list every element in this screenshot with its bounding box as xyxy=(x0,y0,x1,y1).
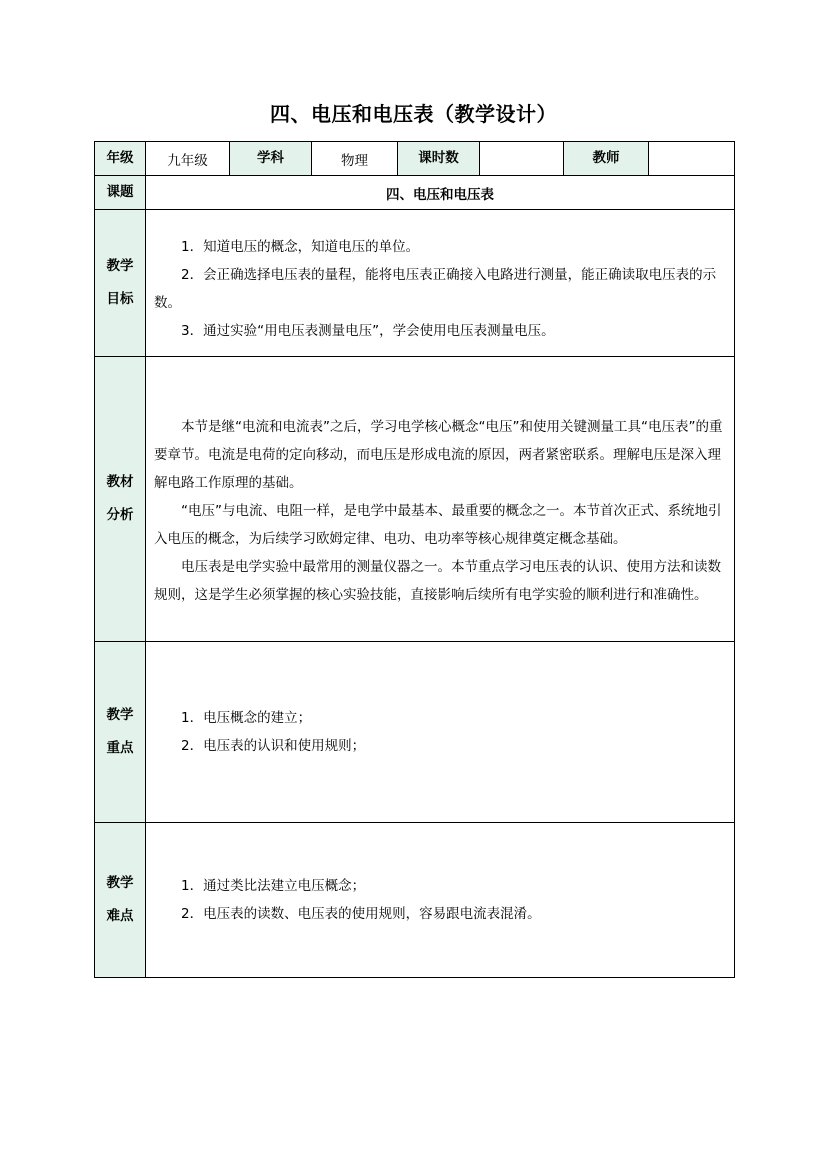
difficulty-item: 1．通过类比法建立电压概念； xyxy=(181,878,366,894)
teacher-label: 教师 xyxy=(564,142,649,176)
difficulties-label-line2: 难点 xyxy=(106,908,134,924)
key-point-item: 1．电压概念的建立； xyxy=(181,710,312,726)
key-points-label-line1: 教学 xyxy=(106,707,134,723)
analysis-label xyxy=(95,357,146,642)
objectives-content xyxy=(146,210,735,357)
key-points-label xyxy=(95,642,146,823)
objective-item: 3．通过实验“用电压表测量电压”，学会使用电压表测量电压。 xyxy=(181,322,555,339)
key-points-content xyxy=(146,642,735,823)
difficulties-content xyxy=(146,823,735,978)
subject-value: 物理 xyxy=(312,142,398,176)
objective-item: 2．会正确选择电压表的量程，能将电压表正确接入电路进行测量，能正确读取电压表的示数。 xyxy=(154,266,717,311)
hours-value xyxy=(480,142,564,176)
lesson-plan-table xyxy=(94,141,735,978)
topic-row xyxy=(95,176,735,210)
difficulties-label xyxy=(95,823,146,978)
teacher-value xyxy=(649,142,735,176)
objective-item: 1．知道电压的概念，知道电压的单位。 xyxy=(181,238,420,255)
analysis-label-line1: 教材 xyxy=(106,474,134,490)
analysis-paragraph: “电压”与电流、电阻一样，是电学中最基本、最重要的概念之一。本节首次正式、系统地引入电压的概念，为后续学习欧姆定律、电功、电功率等核心规律奠定概念基础。 xyxy=(154,502,722,547)
difficulties-row xyxy=(95,823,735,978)
grade-label: 年级 xyxy=(95,142,146,176)
key-point-item: 2．电压表的认识和使用规则； xyxy=(181,738,366,754)
key-points-row xyxy=(95,642,735,823)
analysis-paragraph: 本节是继“电流和电流表”之后，学习电学核心概念“电压”和使用关键测量工具“电压表”的重要章节。电流是电荷的定向移动，而电压是形成电流的原因，两者紧密联系。理解电压是深入理解电路工作原理的基础。 xyxy=(154,418,723,491)
objectives-label-line1: 教学 xyxy=(106,258,134,274)
difficulty-item: 2．电压表的读数、电压表的使用规则，容易跟电流表混淆。 xyxy=(181,906,541,922)
document-title: 四、电压和电压表（教学设计） xyxy=(270,102,557,126)
subject-label: 学科 xyxy=(230,142,312,176)
analysis-row xyxy=(95,357,735,642)
analysis-label-line2: 分析 xyxy=(106,507,134,523)
topic-label: 课题 xyxy=(95,176,146,210)
hours-label: 课时数 xyxy=(398,142,480,176)
topic-value: 四、电压和电压表 xyxy=(146,176,735,210)
objectives-label-line2: 目标 xyxy=(106,291,134,307)
grade-value: 九年级 xyxy=(146,142,230,176)
analysis-content xyxy=(146,357,735,642)
header-row xyxy=(95,142,735,176)
key-points-label-line2: 重点 xyxy=(106,740,134,756)
objectives-row xyxy=(95,210,735,357)
objectives-label xyxy=(95,210,146,357)
difficulties-label-line1: 教学 xyxy=(106,875,134,891)
analysis-paragraph: 电压表是电学实验中最常用的测量仪器之一。本节重点学习电压表的认识、使用方法和读数规则，这是学生必须掌握的核心实验技能，直接影响后续所有电学实验的顺利进行和准确性。 xyxy=(154,558,721,603)
